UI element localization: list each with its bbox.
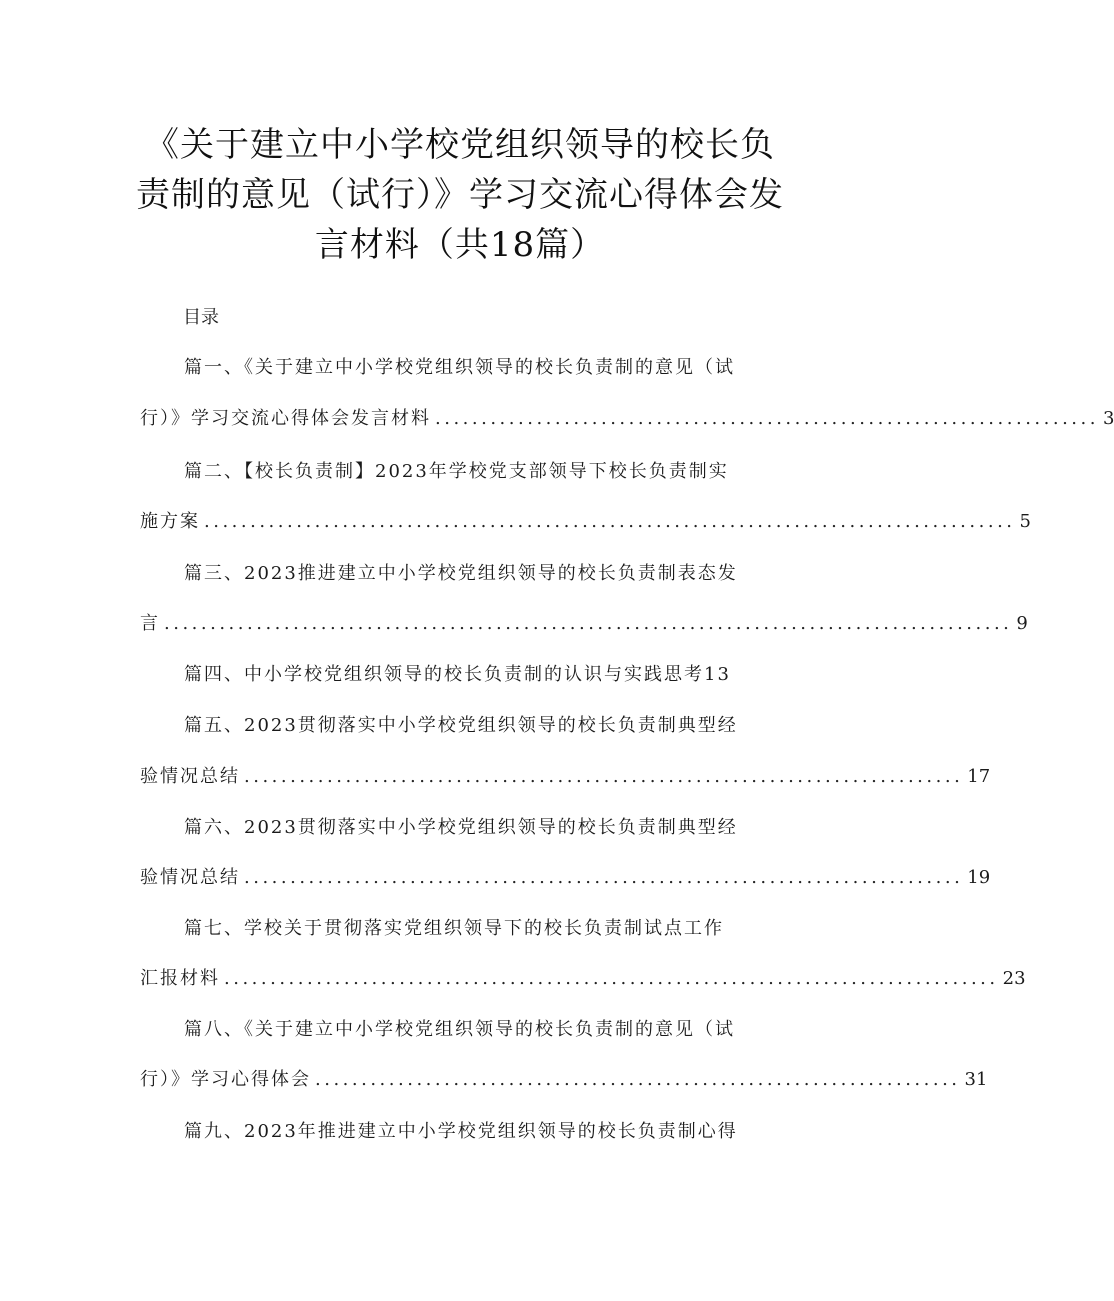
dot-leader: .............................................................................. — [244, 867, 964, 888]
toc-entry-7-line1: 篇七、学校关于贯彻落实党组织领导下的校长负责制试点工作 — [184, 918, 724, 939]
toc-entry-6-line1: 篇六、2023贯彻落实中小学校党组织领导的校长负责制典型经 — [184, 817, 738, 838]
toc-entry-text: 汇报材料 — [140, 968, 220, 989]
toc-entry-3-line1: 篇三、2023推进建立中小学校党组织领导的校长负责制表态发 — [184, 563, 738, 584]
title-line-2: 责制的意见（试行）》学习交流心得体会发 — [136, 175, 784, 215]
toc-entry-4-line1: 篇四、中小学校党组织领导的校长负责制的认识与实践思考13 — [184, 664, 731, 685]
dot-leader: .............................................................................. — [244, 766, 964, 787]
toc-entry-5-line2 — [140, 764, 991, 790]
document-title — [130, 120, 790, 270]
toc-entry-1-line1: 篇一、《关于建立中小学校党组织领导的校长负责制的意见（试 — [184, 357, 735, 378]
toc-page-number: 5 — [1019, 511, 1031, 532]
dot-leader: .................................................................................... — [224, 968, 999, 989]
toc-page-number: 17 — [967, 766, 991, 787]
toc-entry-text: 施方案 — [140, 511, 200, 532]
toc-entry-1-line2 — [140, 406, 1114, 432]
dot-leader: ...................................................................... — [315, 1069, 961, 1090]
dot-leader: ........................................................................ — [435, 408, 1099, 429]
title-line-1: 《关于建立中小学校党组织领导的校长负 — [145, 125, 775, 165]
toc-page-number: 19 — [967, 867, 991, 888]
toc-entry-6-line2 — [140, 865, 991, 891]
toc-heading: 目录 — [183, 307, 219, 328]
toc-entry-text: 验情况总结 — [140, 766, 240, 787]
toc-entry-2-line2 — [140, 509, 1031, 535]
toc-page-number: 9 — [1016, 613, 1028, 634]
toc-entry-3-line2 — [140, 611, 1028, 637]
title-line-3: 言材料（共18篇） — [314, 225, 606, 265]
toc-entry-text: 行）》学习心得体会 — [140, 1069, 311, 1090]
dot-leader: ........................................................................................ — [204, 511, 1016, 532]
toc-entry-5-line1: 篇五、2023贯彻落实中小学校党组织领导的校长负责制典型经 — [184, 715, 738, 736]
toc-entry-8-line1: 篇八、《关于建立中小学校党组织领导的校长负责制的意见（试 — [184, 1019, 735, 1040]
toc-page-number: 23 — [1002, 968, 1026, 989]
toc-page-number: 31 — [964, 1069, 988, 1090]
toc-entry-2-line1: 篇二、【校长负责制】2023年学校党支部领导下校长负责制实 — [184, 461, 729, 482]
toc-entry-9-line1: 篇九、2023年推进建立中小学校党组织领导的校长负责制心得 — [184, 1121, 738, 1142]
toc-entry-8-line2 — [140, 1067, 988, 1093]
toc-entry-text: 言 — [140, 613, 160, 634]
dot-leader: ............................................................................................ — [164, 613, 1013, 634]
toc-page-number: 3 — [1102, 408, 1114, 429]
toc-entry-text: 验情况总结 — [140, 867, 240, 888]
toc-entry-7-line2 — [140, 966, 1026, 992]
toc-entry-text: 行）》学习交流心得体会发言材料 — [140, 408, 431, 429]
